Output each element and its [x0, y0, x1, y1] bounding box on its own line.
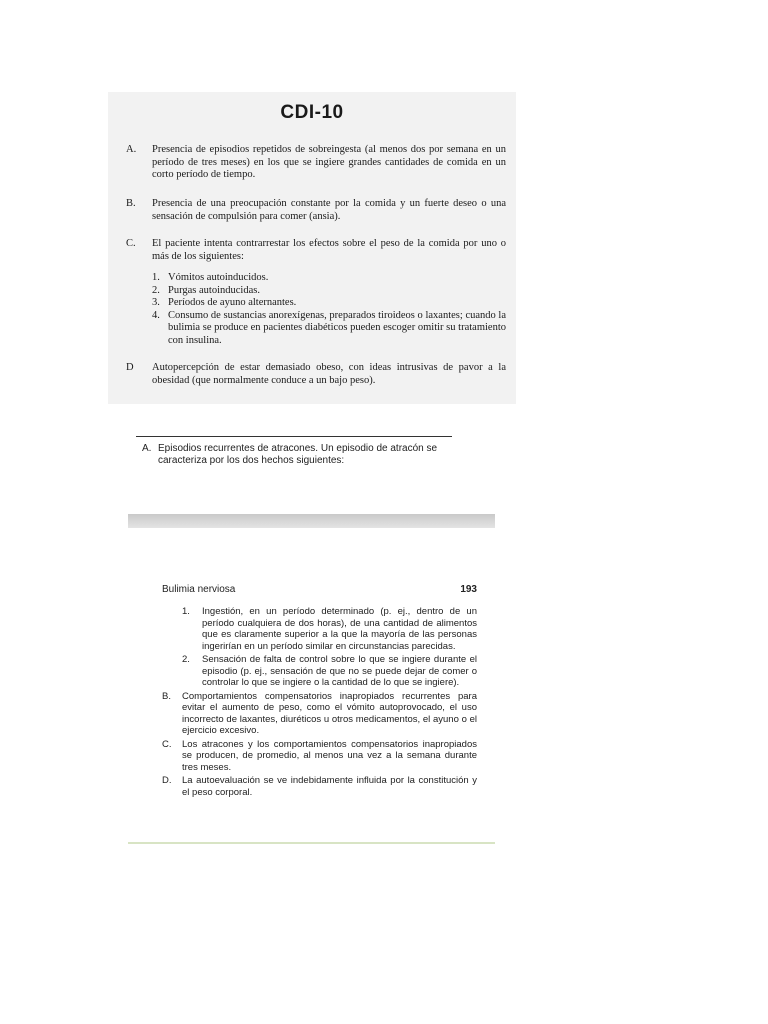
criterion-letter: B. [126, 198, 136, 209]
list-item-number: 1. [182, 606, 190, 617]
criterion-text: Presencia de episodios repetidos de sobreingesta (al menos dos por semana en un período de tres meses) en los que se ingiere grandes cantidades de comida en un corto período de tiempo. [152, 144, 506, 180]
divider [136, 436, 452, 437]
criterion-b [162, 691, 477, 737]
criterion-text: Presencia de una preocupación constante por la comida y un fuerte deseo o una sensación de compulsión para comer (ansia). [152, 198, 506, 222]
list-item-number: 2. [152, 284, 160, 296]
list-item [152, 272, 506, 285]
list-item-text: Vómitos autoinducidos. [168, 272, 269, 283]
list-item-text: Períodos de ayuno alternantes. [168, 297, 297, 308]
list-item-number: 1. [152, 272, 160, 283]
criterion-text: Episodios recurrentes de atracones. Un episodio de atracón se caracteriza por los dos hechos siguientes: [158, 443, 438, 466]
criterion-d [126, 362, 506, 387]
page-header-title: Bulimia nerviosa [162, 584, 236, 595]
criterion-letter: D [126, 362, 134, 373]
footer-line [128, 842, 495, 844]
criterion-text: Los atracones y los comportamientos compensatorios inapropiados se producen, de promedio, al menos una vez a la semana durante tres meses. [182, 738, 477, 773]
criterion-c-sublist [152, 272, 506, 347]
list-item [162, 654, 477, 689]
criterion-a [126, 144, 506, 182]
list-item-number: 2. [182, 654, 190, 665]
cdi10-title: CDI-10 [280, 102, 344, 123]
list-item-number: 4. [152, 309, 160, 321]
page-number: 193 [460, 584, 477, 595]
criterion-text: Autopercepción de estar demasiado obeso, con ideas intrusivas de pavor a la obesidad (que normalmente conduce a un bajo peso). [152, 362, 506, 386]
criterion-text: La autoevaluación se ve indebidamente influida por la constitución y el peso corporal. [182, 775, 477, 798]
list-item [152, 285, 506, 298]
dsm-fragment [136, 436, 452, 467]
list-item [152, 297, 506, 310]
criterion-letter: C. [126, 238, 136, 249]
list-item-text: Consumo de sustancias anorexígenas, preparados tiroideos o laxantes; cuando la bulimia se produce en pacientes diabéticos pueden escoger omitir su tratamiento con insulina. [168, 309, 506, 346]
criterion-letter: A. [126, 144, 137, 155]
criterion-a-fragment [136, 443, 452, 467]
criterion-b [126, 198, 506, 223]
list-item [152, 310, 506, 348]
criterion-letter: C. [162, 738, 172, 750]
list-item-text: Purgas autoinducidas. [168, 284, 260, 296]
criterion-letter: A. [142, 443, 152, 454]
criterion-c [126, 238, 506, 263]
list-item-number: 3. [152, 297, 160, 308]
criterion-text: Comportamientos compensatorios inapropiados recurrentes para evitar el aumento de peso, como el vómito autoprovocado, el uso incorrecto de laxantes, diuréticos u otros medicamentos, el ayuno o el ejercicio excesivo. [182, 690, 477, 736]
criterion-c [162, 739, 477, 774]
dsm-page [162, 584, 477, 798]
list-item [162, 606, 477, 652]
criterion-d [162, 775, 477, 798]
criterion-letter: B. [162, 690, 171, 702]
gray-separator-bar [128, 514, 495, 528]
list-item-text: Ingestión, en un período determinado (p. ej., dentro de un período cualquiera de dos horas), de una cantidad de alimentos que es claramente superior a la que la mayoría de las personas ingerirían en un período similar en circunstancias parecidas. [202, 606, 477, 652]
page-header [162, 584, 477, 604]
list-item-text: Sensación de falta de control sobre lo que se ingiere durante el episodio (p. ej., sensación de que no se puede dejar de comer o controlar lo que se ingiere o la cantidad de lo que se ingiere). [202, 654, 477, 688]
criterion-text: El paciente intenta contrarrestar los efectos sobre el peso de la comida por uno o más de los siguientes: [152, 238, 506, 262]
criterion-letter: D. [162, 775, 172, 786]
cdi10-scan [108, 92, 516, 404]
